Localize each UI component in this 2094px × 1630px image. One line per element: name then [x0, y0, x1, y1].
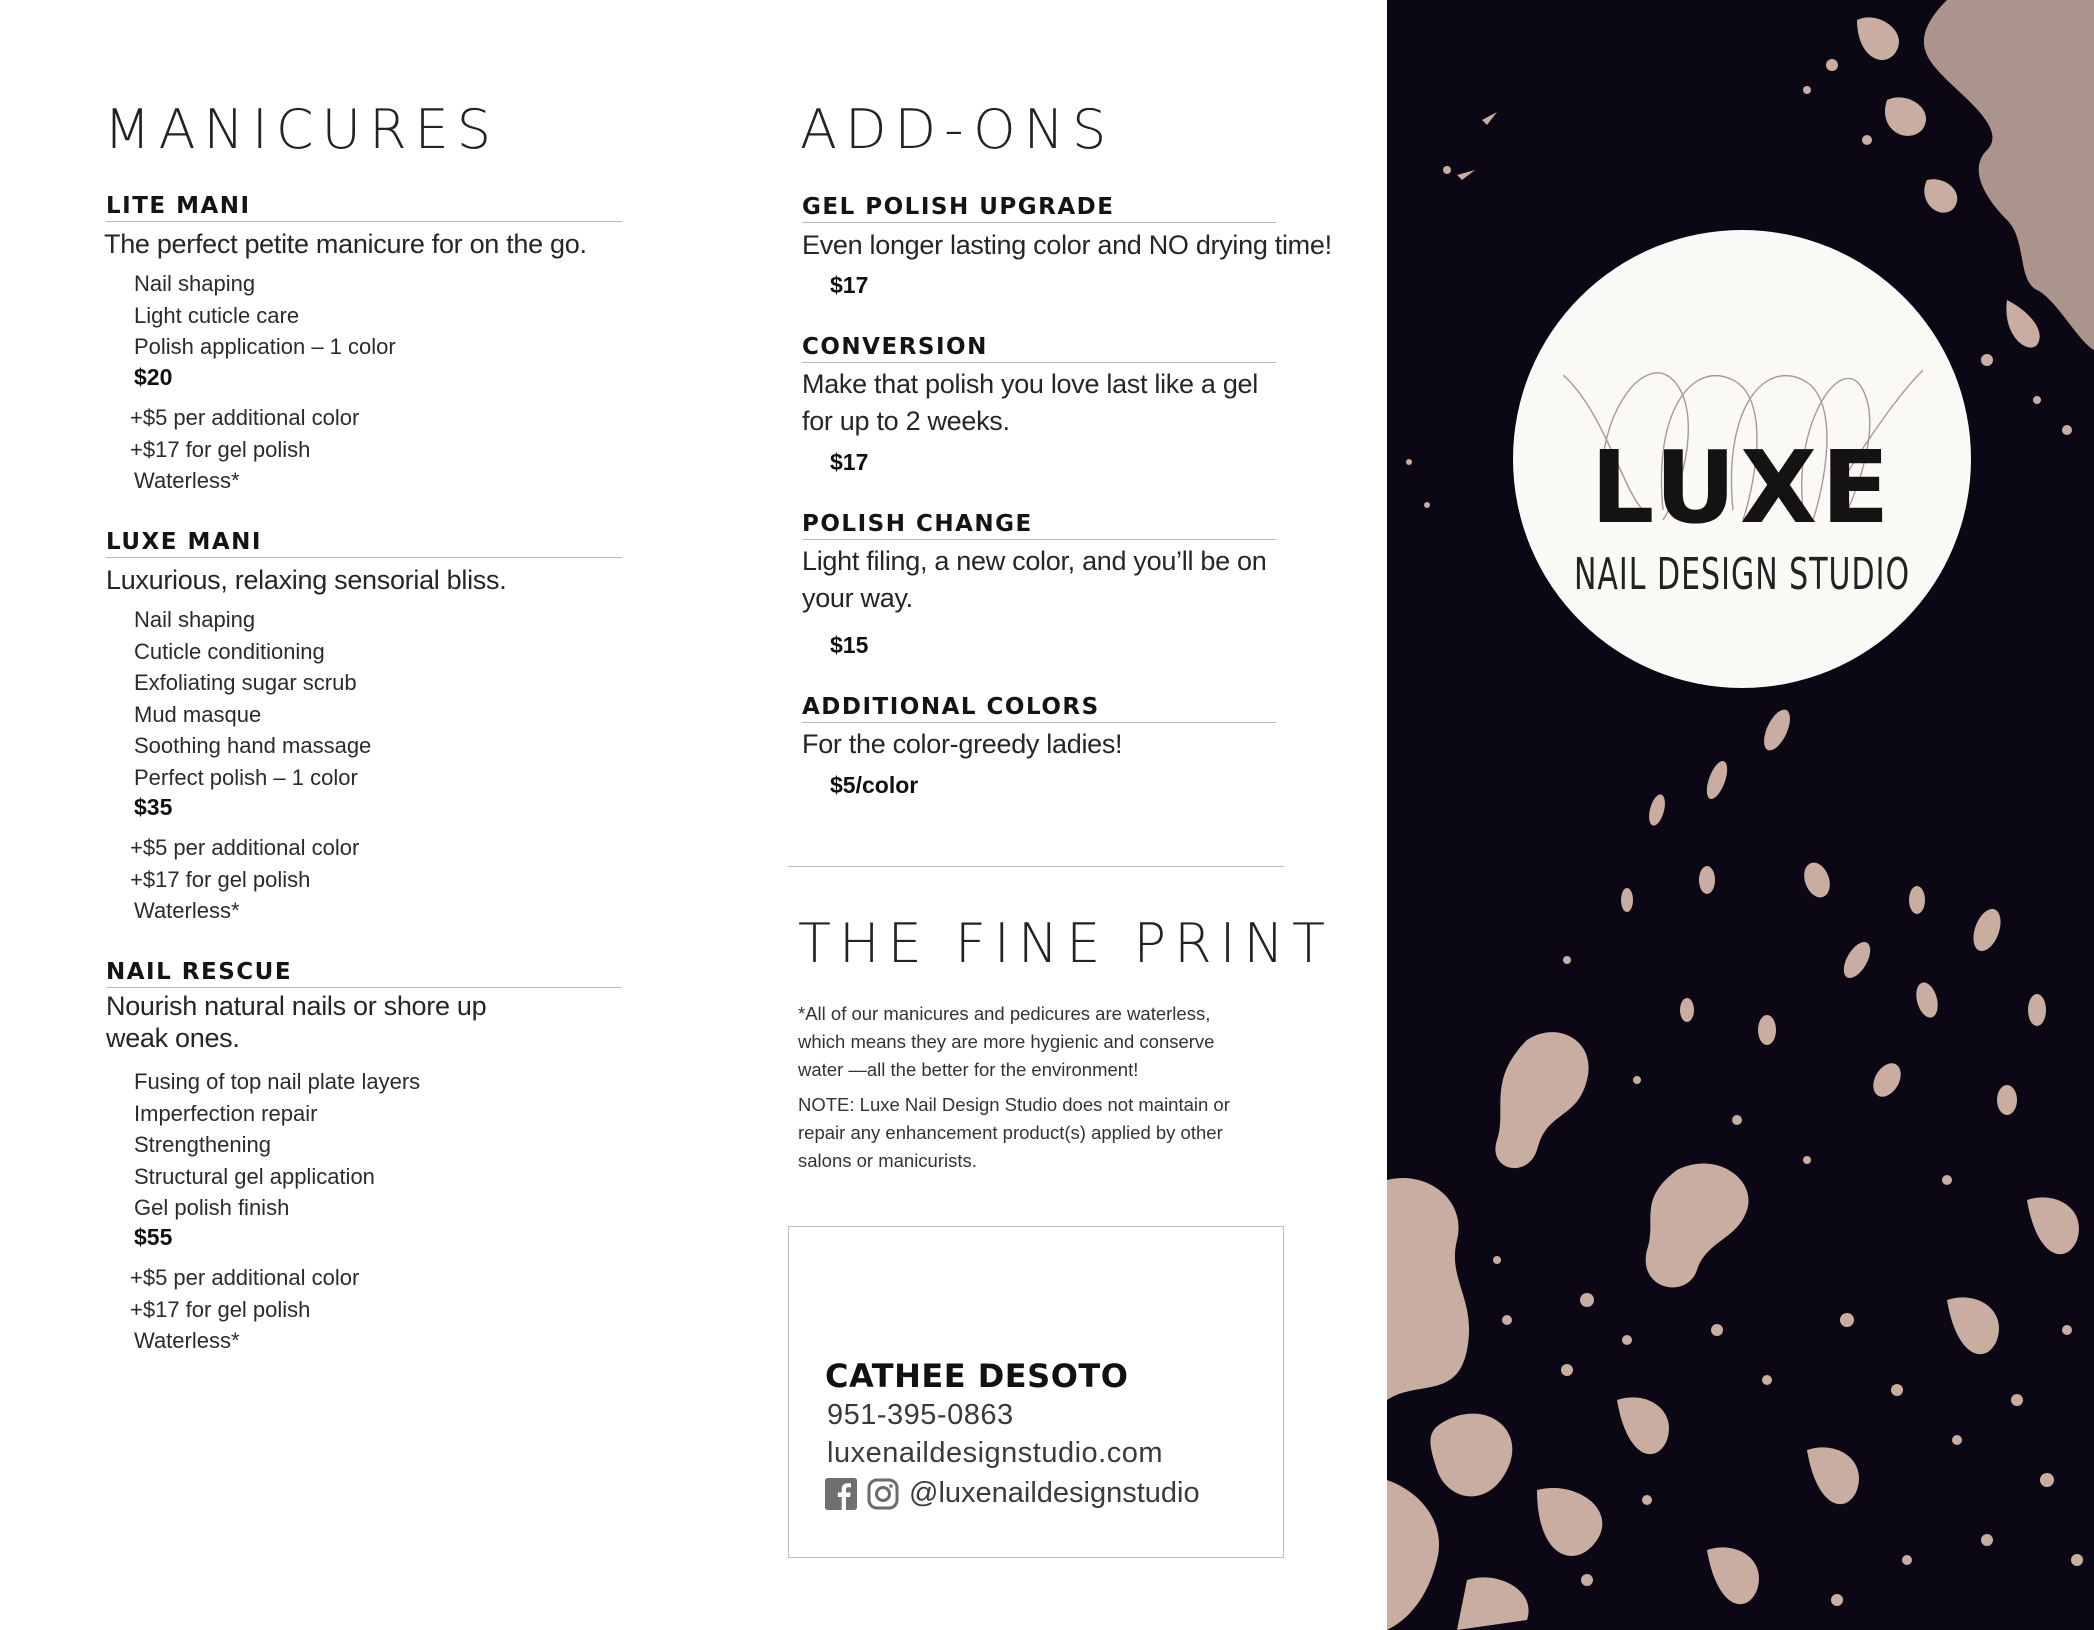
luxe-mani-extras [130, 832, 359, 927]
list-item: Mud masque [134, 701, 262, 727]
list-item: +$17 for gel polish [130, 1296, 311, 1322]
nail-rescue-features [134, 1066, 420, 1224]
list-item: Nail shaping [134, 271, 256, 296]
lite-mani-heading: LITE MANI [106, 192, 622, 222]
nail-rescue-heading: NAIL RESCUE [106, 958, 622, 988]
nail-rescue-description [106, 990, 486, 1054]
section-divider [788, 866, 1284, 867]
contact-card [788, 1226, 1284, 1558]
social-handle[interactable]: @luxenaildesignstudio [909, 1477, 1200, 1509]
contact-website[interactable]: luxenaildesignstudio.com [827, 1437, 1164, 1469]
list-item: Gel polish finish [134, 1195, 290, 1220]
nail-rescue-price: $55 [134, 1224, 173, 1250]
polish-change-description [802, 543, 1266, 617]
additional-colors-heading: ADDITIONAL COLORS [802, 693, 1276, 723]
list-item: Waterless* [134, 898, 240, 923]
gel-polish-upgrade-price: $17 [830, 272, 869, 298]
list-item: Waterless* [134, 468, 240, 493]
gel-polish-upgrade-heading: GEL POLISH UPGRADE [802, 193, 1276, 223]
list-item: +$5 per additional color [130, 1265, 360, 1290]
luxe-mani-features [134, 604, 371, 793]
list-item: Cuticle conditioning [134, 638, 325, 664]
logo-badge [1513, 230, 1971, 688]
list-item: Nail shaping [134, 607, 256, 632]
lite-mani-price: $20 [134, 364, 173, 390]
list-item: Exfoliating sugar scrub [134, 670, 357, 695]
luxe-mani-description: Luxurious, relaxing sensorial bliss. [106, 565, 507, 595]
nail-rescue-description-line1: Nourish natural nails or shore up [106, 991, 487, 1021]
logo-subtitle: NAIL DESIGN STUDIO [1573, 550, 1911, 601]
logo-wordmark: LUXE [1590, 429, 1894, 546]
nail-rescue-extras [130, 1262, 359, 1357]
conversion-description [802, 366, 1258, 440]
list-item: Light cuticle care [134, 302, 300, 328]
polish-change-description-line2: your way. [802, 583, 913, 613]
social-links [825, 1477, 1200, 1510]
list-item: +$17 for gel polish [130, 866, 311, 892]
fine-print-line: repair any enhancement product(s) applied by other [798, 1122, 1223, 1143]
conversion-description-line2: for up to 2 weeks. [802, 406, 1010, 436]
fine-print-line: *All of our manicures and pedicures are waterless, [798, 1003, 1211, 1024]
conversion-price: $17 [830, 449, 869, 475]
list-item: +$5 per additional color [130, 405, 360, 430]
manicures-title: MANICURES [104, 98, 499, 161]
lite-mani-description: The perfect petite manicure for on the go. [104, 229, 587, 259]
list-item: Fusing of top nail plate layers [134, 1069, 421, 1094]
facebook-icon[interactable] [825, 1478, 857, 1510]
fine-print-paragraph-2 [798, 1091, 1230, 1175]
list-item: Structural gel application [134, 1163, 375, 1189]
list-item: +$5 per additional color [130, 835, 360, 860]
contact-phone[interactable]: 951-395-0863 [827, 1399, 1014, 1431]
contact-name: CATHEE DESOTO [825, 1357, 1129, 1395]
fine-print-line: water —all the better for the environment! [798, 1059, 1139, 1080]
gel-polish-upgrade-description: Even longer lasting color and NO drying time! [802, 230, 1332, 260]
conversion-description-line1: Make that polish you love last like a gel [802, 369, 1258, 399]
list-item: Perfect polish – 1 color [134, 764, 358, 790]
nail-rescue-description-line2: weak ones. [106, 1023, 240, 1053]
lite-mani-extras [130, 402, 359, 497]
addons-title: ADD-ONS [800, 98, 1115, 161]
additional-colors-price: $5/color [830, 772, 919, 798]
conversion-heading: CONVERSION [802, 333, 1276, 363]
list-item: Waterless* [134, 1328, 240, 1353]
fine-print-title: THE FINE PRINT [798, 912, 1333, 975]
fine-print-paragraph-1 [798, 1000, 1214, 1084]
list-item: Polish application – 1 color [134, 334, 396, 359]
luxe-mani-price: $35 [134, 794, 173, 820]
fine-print-line: NOTE: Luxe Nail Design Studio does not maintain or [798, 1094, 1230, 1115]
luxe-mani-heading: LUXE MANI [106, 528, 622, 558]
list-item: Imperfection repair [134, 1100, 318, 1126]
fine-print-line: which means they are more hygienic and conserve [798, 1031, 1215, 1052]
list-item: Soothing hand massage [134, 733, 372, 758]
additional-colors-description: For the color-greedy ladies! [802, 729, 1123, 759]
instagram-icon[interactable] [867, 1478, 899, 1510]
polish-change-price: $15 [830, 632, 869, 658]
list-item: Strengthening [134, 1132, 271, 1157]
polish-change-heading: POLISH CHANGE [802, 510, 1276, 540]
lite-mani-features [134, 268, 396, 363]
list-item: +$17 for gel polish [130, 436, 311, 462]
polish-change-description-line1: Light filing, a new color, and you’ll be on [802, 546, 1267, 576]
fine-print-line: salons or manicurists. [798, 1150, 977, 1171]
